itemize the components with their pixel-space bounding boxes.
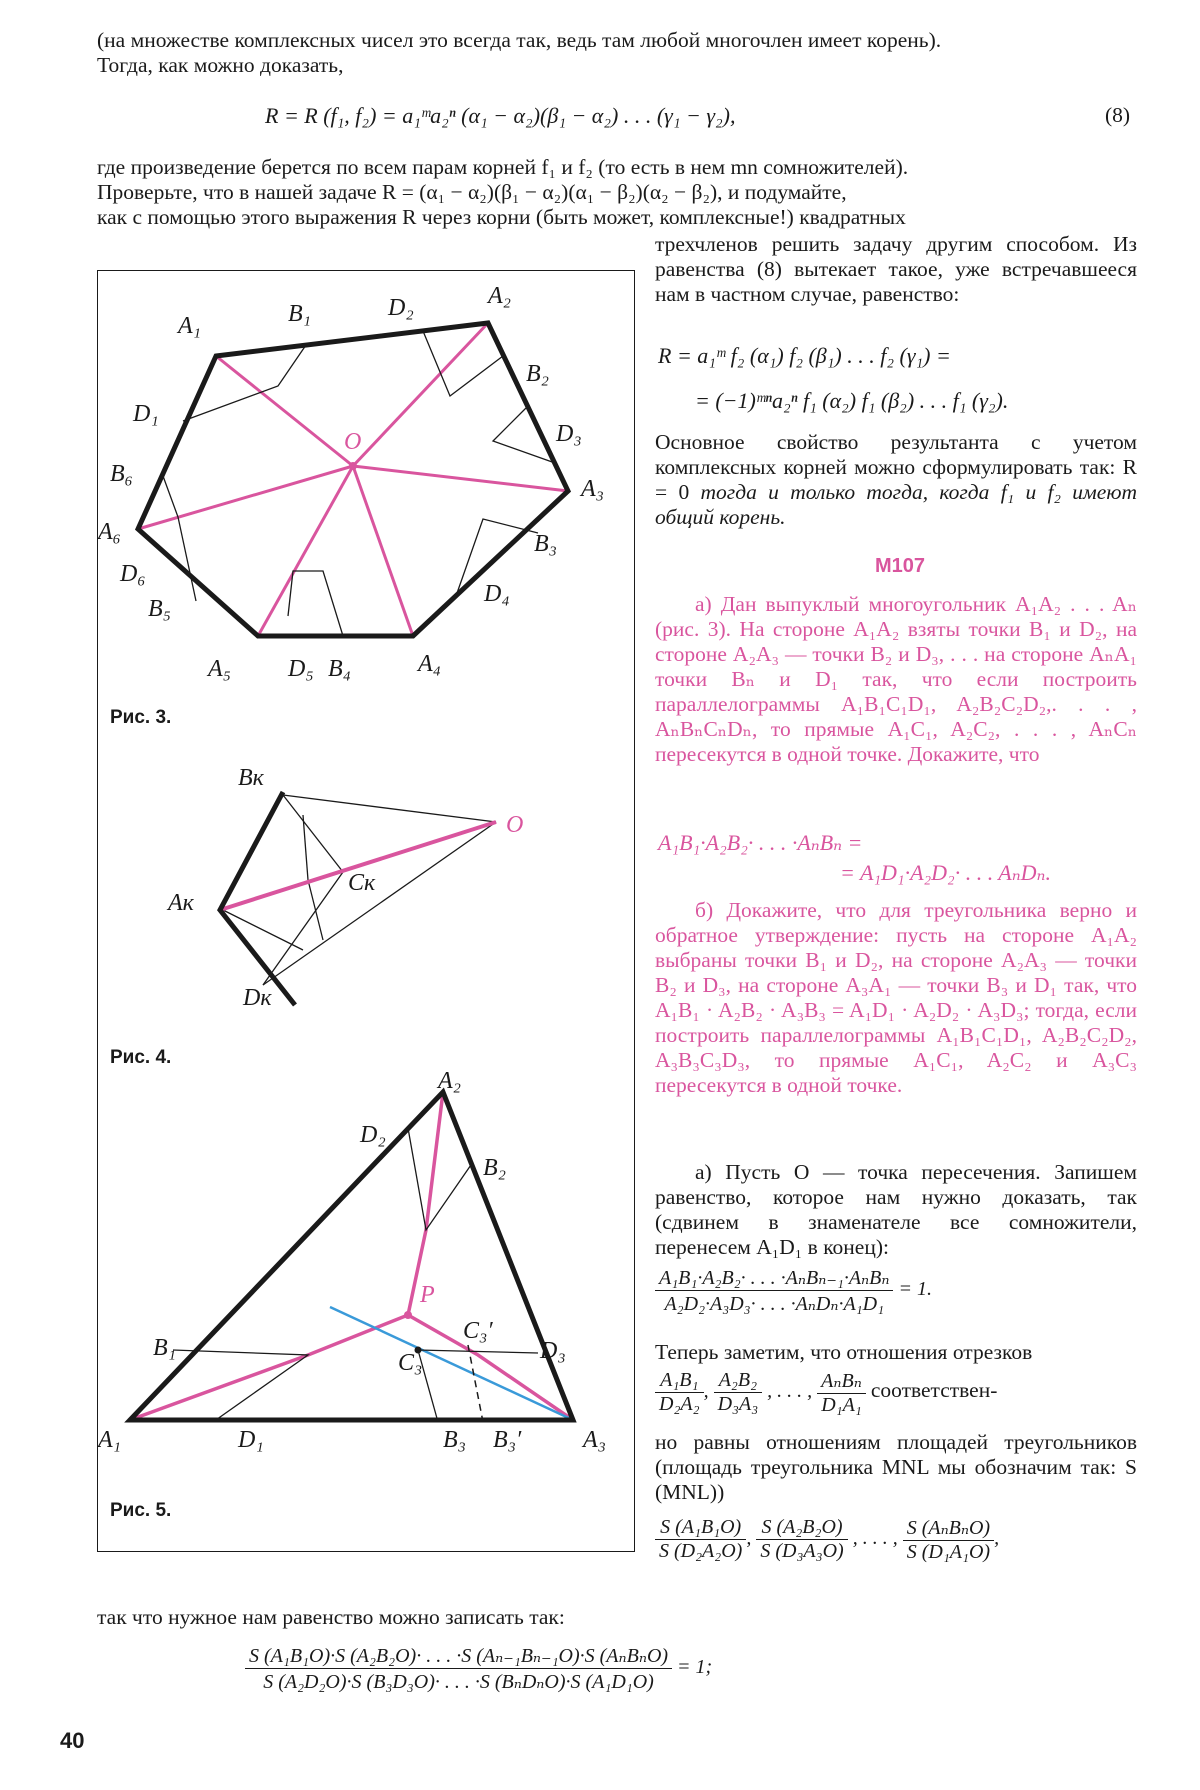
fig5-label-b3: B₃ bbox=[443, 1427, 467, 1453]
equation-8-number: (8) bbox=[1105, 103, 1131, 127]
fig3-caption: Рис. 3. bbox=[110, 707, 172, 728]
right-paragraph-2 bbox=[655, 430, 1137, 530]
area-ratio-3-den: S (D₁A₁O) bbox=[906, 1541, 991, 1563]
fig3-label-a2: A₂ bbox=[488, 283, 512, 309]
top-line-2: Тогда, как можно доказать, bbox=[97, 53, 344, 77]
ratio-2-num: A₂B₂ bbox=[714, 1369, 763, 1393]
right-paragraph-1: трехчленов решить задачу другим способом. Из равенства (8) вытекает такое, уже встречавшееся нам в частном случае, равенство: bbox=[655, 232, 1137, 306]
area-ratio-dots: , . . . , bbox=[852, 1527, 898, 1550]
top-line-3: где произведение берется по всем парам корней f₁ и f₂ (то есть в нем mn сомножителей). bbox=[97, 155, 909, 179]
bottom-fraction bbox=[245, 1643, 712, 1694]
fig3-label-d2: D₂ bbox=[388, 295, 414, 321]
fig5-caption: Рис. 5. bbox=[110, 1500, 172, 1521]
ratio-3-num: AₙBₙ bbox=[817, 1368, 866, 1394]
fig3-label-b5: B₅ bbox=[148, 596, 172, 622]
top-line-4: Проверьте, что в нашей задаче R = (α₁ − α₂)(β₁ − α₂)(α₁ − β₂)(α₂ − β₂), и подумайте, bbox=[97, 180, 847, 204]
fig4-label-bk: Bк bbox=[238, 765, 264, 791]
solution-fraction bbox=[655, 1265, 932, 1316]
top-line-1: (на множестве комплексных чисел это всегда так, ведь там любой многочлен имеет корень). bbox=[97, 28, 942, 52]
fig3-label-b1: B₁ bbox=[288, 301, 312, 327]
fig3-pink-line bbox=[258, 466, 353, 636]
fig3-label-a3: A₃ bbox=[581, 476, 605, 502]
ratio-1-num: A₁B₁ bbox=[655, 1369, 704, 1393]
fig3-label-a1: A₁ bbox=[178, 313, 202, 339]
solution-paragraph-3: но равны отношениям площадей треугольников (площадь треугольника MNL мы обозначим так: S (MNL)) bbox=[655, 1430, 1137, 1504]
ratio-dots: , . . . , bbox=[767, 1380, 813, 1403]
ratios-row: $\frac{\text{A₁B₁}}{\text{D₂A₂}}$ , $\frac{\text{A₂B₂}}{\text{D₃A₃}}$ , . . . , $\frac{\text{AₙBₙ}}{\text{D₁A₁}}$ соответствен- bbox=[655, 1368, 997, 1417]
fig5-label-b1: B₁ bbox=[153, 1335, 177, 1361]
fig3-label-b2: B₂ bbox=[526, 361, 550, 387]
top-line-5: как с помощью этого выражения R через корни (быть может, комплексные!) квадратных bbox=[97, 205, 906, 229]
fig3-label-a6: A₆ bbox=[98, 519, 122, 545]
bottom-fraction-rhs: = 1; bbox=[677, 1656, 713, 1679]
fig5-label-a1: A₁ bbox=[98, 1427, 122, 1453]
fig3-label-d6: D₆ bbox=[120, 561, 146, 587]
fig5-point-p bbox=[404, 1311, 412, 1319]
right-equation-a: R = a₁ᵐ f₂ (α₁) f₂ (β₁) . . . f₂ (γ₁) = bbox=[658, 343, 951, 368]
solution-paragraph-2: Теперь заметим, что отношения отрезков bbox=[655, 1340, 1033, 1364]
area-ratio-2-den: S (D₃A₃O) bbox=[760, 1540, 844, 1562]
solution-fraction-numerator: A₁B₁·A₂B₂· . . . ·AₙBₙ₋₁·AₙBₙ bbox=[655, 1265, 893, 1291]
problem-part-b: б) Докажите, что для треугольника верно и обратное утверждение: пусть на стороне A₁A₂ выбраны точки B₁ и D₂, на стороне A₂A₃ — точки B₂ и D₃, на стороне A₃A₁ — точки B₃ и D₁ так, что A₁B₁ · A₂B₂ · A₃B₃ = A₁D₁ · A₂D₂ · A₃D₃; тогда, если построить параллелограммы A₁B₁C₁D₁, A₂B₂C₂D₂, A₃B₃C₃D₃, то прямые A₁C₁, A₂C₂ и A₃C₃ пересекутся в одной точке. bbox=[655, 898, 1137, 1097]
solution-paragraph-1: а) Пусть O — точка пересечения. Запишем равенство, которое нам нужно доказать, так (сдвинем в знаменателе все сомножители, перенесем A₁D₁ в конец): bbox=[655, 1160, 1137, 1259]
fig3-pink-line bbox=[353, 466, 568, 491]
fig3-label-a4: A₄ bbox=[418, 651, 442, 677]
fig3-label-a5: A₅ bbox=[208, 656, 232, 682]
fig3-pink-line bbox=[216, 356, 353, 466]
fig3-label-b4: B₄ bbox=[328, 656, 352, 682]
area-ratios-row: $\frac{\text{S (A₁B₁O)}}{\text{S (D₂A₂O)}}$ , $\frac{\text{S (A₂B₂O)}}{\text{S (D₃A₃O)}}$ , . . . , $\frac{\text{S (AₙBₙO)}}{\text{S (D₁A₁O)}}$ , bbox=[655, 1515, 999, 1564]
fig5-label-a3: A₃ bbox=[583, 1427, 607, 1453]
fig5-label-d1: D₁ bbox=[238, 1427, 264, 1453]
fig3-pink-line bbox=[353, 466, 413, 636]
fig5-label-d2: D₂ bbox=[360, 1122, 386, 1148]
bottom-line: так что нужное нам равенство можно записать так: bbox=[97, 1605, 565, 1629]
fig5-triangle bbox=[130, 1092, 573, 1420]
fig3-pink-line bbox=[353, 323, 488, 466]
right-paragraph-2-italic: тогда и только тогда, когда f₁ и f₂ имеют общий корень. bbox=[655, 480, 1137, 529]
bottom-fraction-denominator: S (A₂D₂O)·S (B₃D₃O)· . . . ·S (BₙDₙO)·S (A₁D₁O) bbox=[263, 1671, 654, 1693]
fig3-label-b6: B₆ bbox=[110, 461, 134, 487]
area-ratio-1-num: S (A₁B₁O) bbox=[655, 1516, 746, 1540]
area-ratio-3-num: S (AₙBₙO) bbox=[903, 1515, 994, 1541]
ratio-3-den: D₁A₁ bbox=[821, 1394, 862, 1416]
ratio-2-den: D₃A₃ bbox=[717, 1393, 759, 1415]
fig4-label-dk: Dк bbox=[243, 985, 272, 1011]
fig3-label-d4: D₄ bbox=[484, 581, 510, 607]
fig3-label-d5: D₅ bbox=[288, 656, 314, 682]
equation-8: R = R (f₁, f₂) = a₁ᵐa₂ⁿ (α₁ − α₂)(β₁ − α₂) . . . (γ₁ − γ₂), bbox=[265, 103, 736, 128]
area-ratio-2-num: S (A₂B₂O) bbox=[756, 1516, 847, 1540]
fig5-label-b2: B₂ bbox=[483, 1155, 507, 1181]
fig3-label-o: O bbox=[344, 429, 362, 455]
problem-part-a: а) Дан выпуклый многоугольник A₁A₂ . . . Aₙ (рис. 3). На стороне A₁A₂ взяты точки B₁ и D₂, на стороне A₂A₃ — точки B₂ и D₃, . . . на стороне AₙA₁ точки Bₙ и D₁ так, что если построить параллелограммы A₁B₁C₁D₁, A₂B₂C₂D₂,. . . , AₙBₙCₙDₙ, то прямые A₁C₁, A₂C₂, . . . , AₙCₙ пересекутся в одной точке. Докажите, что bbox=[655, 592, 1137, 766]
figure-3 bbox=[98, 271, 633, 711]
right-equation-b: = (−1)ᵐⁿa₂ⁿ f₁ (α₂) f₁ (β₂) . . . f₁ (γ₂). bbox=[695, 388, 1009, 413]
solution-fraction-denominator: A₂D₂·A₃D₃· . . . ·AₙDₙ·A₁D₁ bbox=[664, 1293, 885, 1315]
figure-5 bbox=[98, 1070, 633, 1470]
area-ratio-1-den: S (D₂A₂O) bbox=[659, 1540, 743, 1562]
ratio-1-den: D₂A₂ bbox=[659, 1393, 700, 1415]
fig3-label-d1: D₁ bbox=[133, 401, 159, 427]
solution-fraction-rhs: = 1. bbox=[898, 1278, 932, 1301]
bottom-fraction-numerator: S (A₁B₁O)·S (A₂B₂O)· . . . ·S (Aₙ₋₁Bₙ₋₁O)·S (AₙBₙO) bbox=[245, 1643, 672, 1669]
fig4-label-ck: Cк bbox=[348, 870, 376, 896]
ratio-tail: соответствен- bbox=[870, 1378, 998, 1403]
fig5-pink-line bbox=[130, 1315, 408, 1420]
fig4-label-ak: Aк bbox=[168, 890, 194, 916]
fig5-label-a2: A₂ bbox=[438, 1070, 462, 1094]
figure-4 bbox=[98, 760, 633, 1020]
fig4-caption: Рис. 4. bbox=[110, 1047, 172, 1068]
problem-heading: М107 bbox=[875, 555, 926, 577]
problem-part-a-eq1: A₁B₁·A₂B₂· . . . ·AₙBₙ = bbox=[658, 830, 863, 855]
fig5-label-c3: C₃ bbox=[398, 1350, 423, 1376]
page-number: 40 bbox=[60, 1728, 85, 1753]
fig3-label-b3: B₃ bbox=[534, 531, 558, 557]
right-paragraph-2-start: Основное свойство результанта с учетом комплексных корней можно сформулировать так: R = 0 bbox=[655, 430, 1137, 504]
fig5-label-c3p: C₃′ bbox=[463, 1318, 493, 1344]
fig3-label-d3: D₃ bbox=[556, 421, 582, 447]
fig5-label-p: P bbox=[420, 1282, 435, 1308]
fig5-label-b3p: B₃′ bbox=[493, 1427, 522, 1453]
fig4-label-o: O bbox=[506, 812, 524, 838]
problem-part-a-eq2: = A₁D₁·A₂D₂· . . . AₙDₙ. bbox=[840, 860, 1051, 885]
fig3-point-o bbox=[349, 462, 357, 470]
fig5-label-d3: D₃ bbox=[540, 1338, 566, 1364]
